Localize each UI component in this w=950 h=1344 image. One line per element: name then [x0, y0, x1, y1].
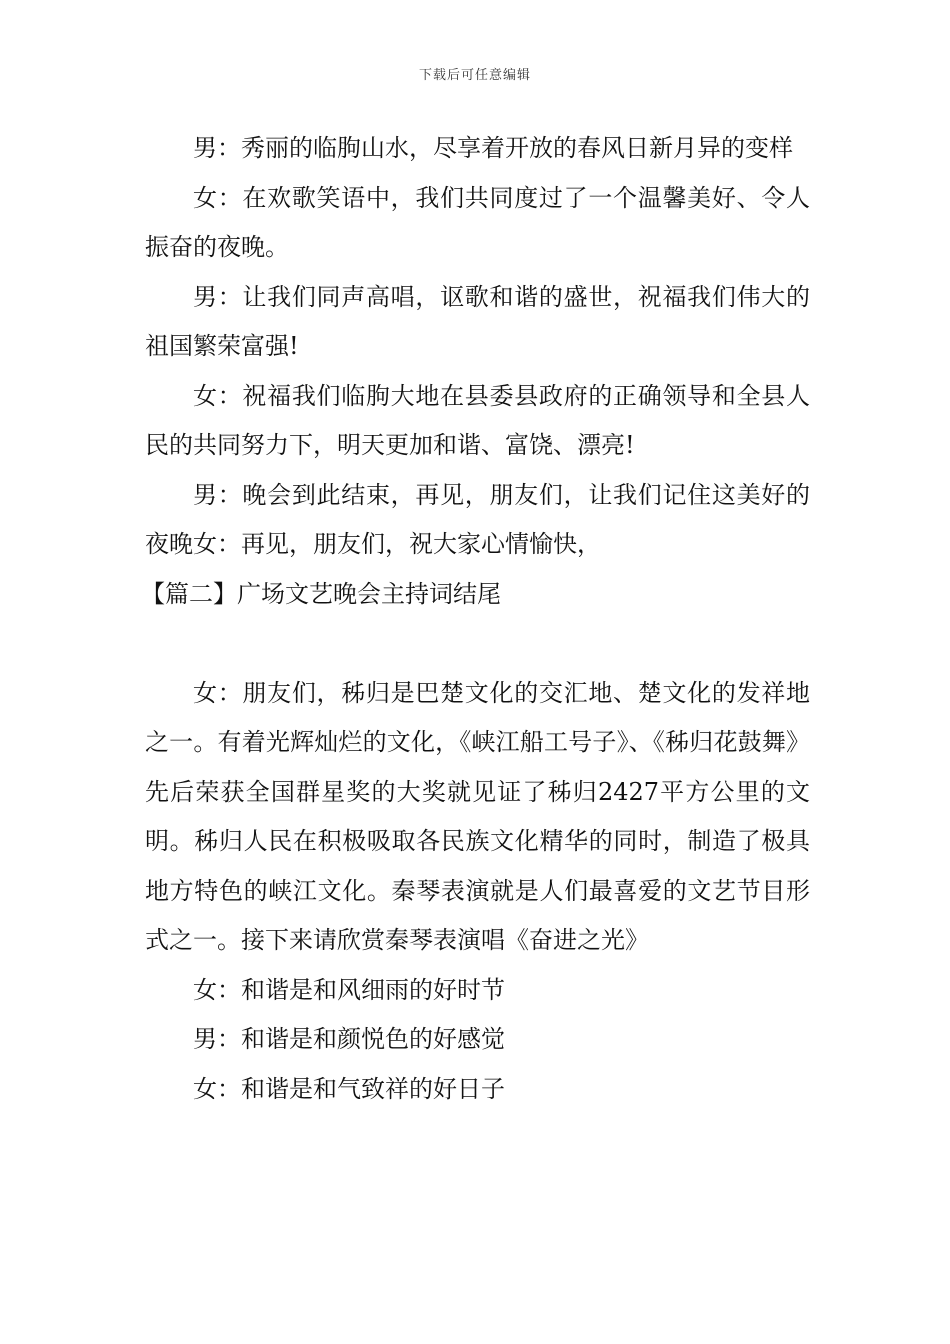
paragraph: 女：在欢歌笑语中，我们共同度过了一个温馨美好、令人振奋的夜晚。 — [145, 183, 810, 261]
document-body — [141, 124, 810, 1114]
paragraph: 女：祝福我们临朐大地在县委县政府的正确领导和全县人民的共同努力下，明天更加和谐、富饶、漂亮! — [145, 381, 810, 459]
paragraph: 男：让我们同声高唱，讴歌和谐的盛世，祝福我们伟大的祖国繁荣富强! — [145, 282, 810, 360]
paragraph: 男：晚会到此结束，再见，朋友们，让我们记住这美好的夜晚女：再见，朋友们，祝大家心情愉快， — [145, 480, 810, 558]
paragraph: 女：朋友们，秭归是巴楚文化的交汇地、楚文化的发祥地之一。有着光辉灿烂的文化，《峡江船工号子》、《秭归花鼓舞》先后荣获全国群星奖的大奖就见证了秭归2427平方公里的文明。秭归人民在积极吸取各民族文化精华的同时，制造了极具地方特色的峡江文化。秦琴表演就是人们最喜爱的文艺节目形式之一。接下来请欣赏秦琴表演唱《奋进之光》 — [145, 678, 810, 954]
section-title: 【篇二】广场文艺晚会主持词结尾 — [141, 579, 501, 608]
paragraph: 男：秀丽的临朐山水，尽享着开放的春风日新月异的变样 — [193, 134, 793, 162]
paragraph: 女：和谐是和气致祥的好日子 — [193, 1074, 505, 1103]
paragraph: 女：和谐是和风细雨的好时节 — [193, 975, 505, 1004]
paragraph: 男：和谐是和颜悦色的好感觉 — [193, 1025, 505, 1053]
page-header: 下载后可任意编辑 — [418, 68, 531, 83]
